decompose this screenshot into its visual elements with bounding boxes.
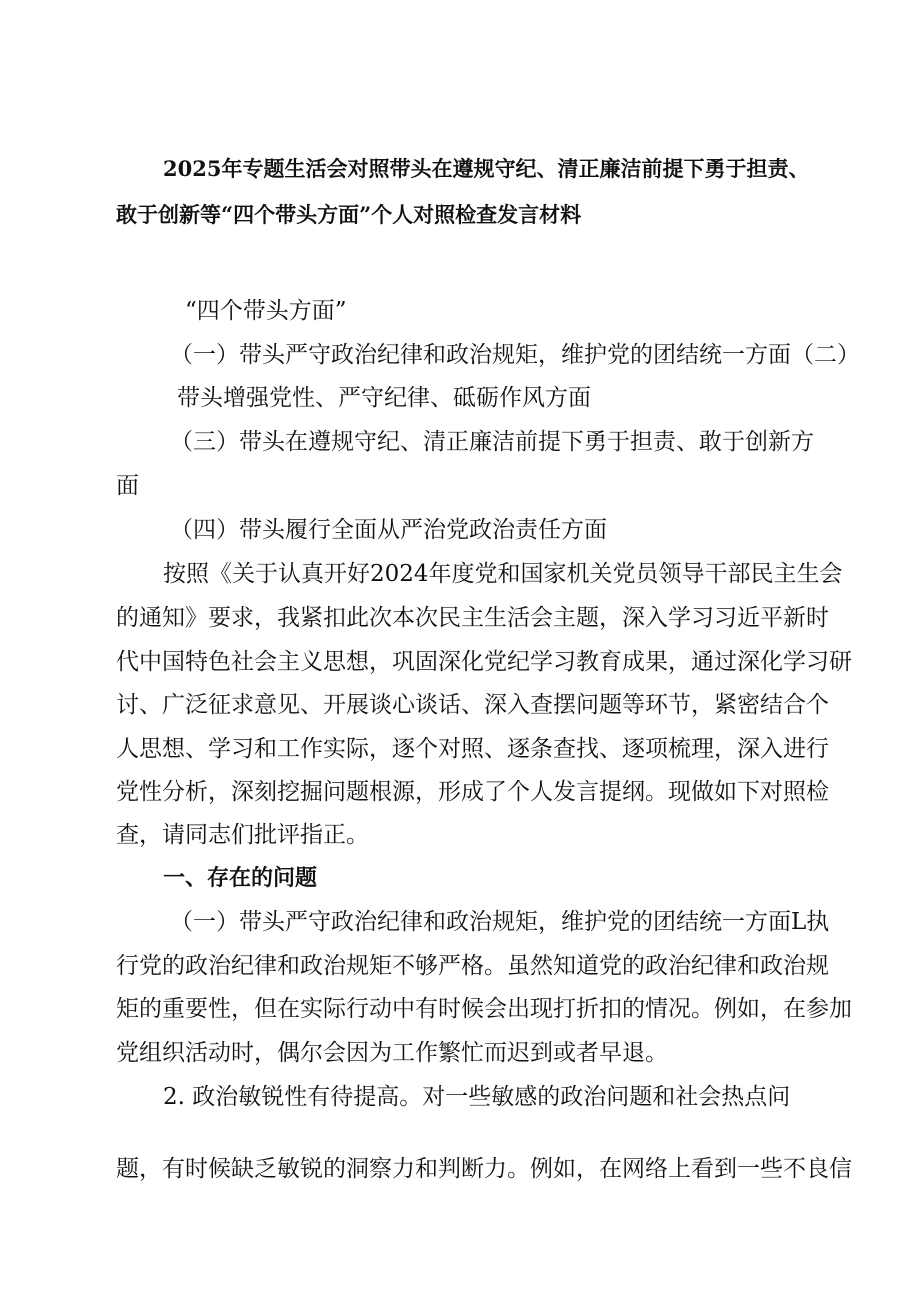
paragraph-line: 题，有时候缺乏敏锐的洞察力和判断力。例如，在网络上看到一些不良信 [116,1156,852,1182]
paragraph-line: 查，请同志们批评指正。 [116,822,369,848]
item-line: （三）带头在遵规守纪、清正廉洁前提下勇于担责、敢于创新方 [170,429,814,455]
paragraph-line: （一）带头严守政治纪律和政治规矩，维护党的团结统一方面L执 [170,909,830,935]
item-line: 面 [116,473,139,499]
paragraph-line: 按照《关于认真开好2024年度党和国家机关党员领导干部民主生会 [163,561,843,587]
paragraph-line: 2. 政治敏锐性有待提高。对一些敏感的政治问题和社会热点问 [163,1084,791,1110]
paragraph-line: 讨、广泛征求意见、开展谈心谈话、深入查摆问题等环节，紧密结合个 [116,692,829,718]
paragraph-line: 党性分析，深刻挖掘问题根源，形成了个人发言提纲。现做如下对照检 [116,779,829,805]
paragraph-line: 矩的重要性，但在实际行动中有时候会出现打折扣的情况。例如，在参加 [116,996,852,1022]
intro-heading: “四个带头方面” [185,298,347,324]
paragraph-line: 行党的政治纪律和政治规矩不够严格。虽然知道党的政治纪律和政治规 [116,953,829,979]
item-line: （一）带头严守政治纪律和政治规矩，维护党的团结统一方面（二） [170,342,860,368]
title-line-2: 敢于创新等“四个带头方面”个人对照检查发言材料 [116,202,582,227]
item-line: 带头增强党性、严守纪律、砥砺作风方面 [177,385,591,411]
paragraph-line: 的通知》要求，我紧扣此次本次民主生活会主题，深入学习习近平新时 [116,605,829,631]
section-heading: 一、存在的问题 [163,865,318,891]
title-line-1: 2025年专题生活会对照带头在遵规守纪、清正廉洁前提下勇于担责、 [163,156,810,181]
item-line: （四）带头履行全面从严治党政治责任方面 [170,517,607,543]
paragraph-line: 代中国特色社会主义思想，巩固深化党纪学习教育成果，通过深化学习研 [116,649,852,675]
paragraph-line: 人思想、学习和工作实际，逐个对照、逐条查找、逐项梳理，深入进行 [116,736,829,762]
paragraph-line: 党组织活动时，偶尔会因为工作繁忙而迟到或者早退。 [116,1040,668,1066]
